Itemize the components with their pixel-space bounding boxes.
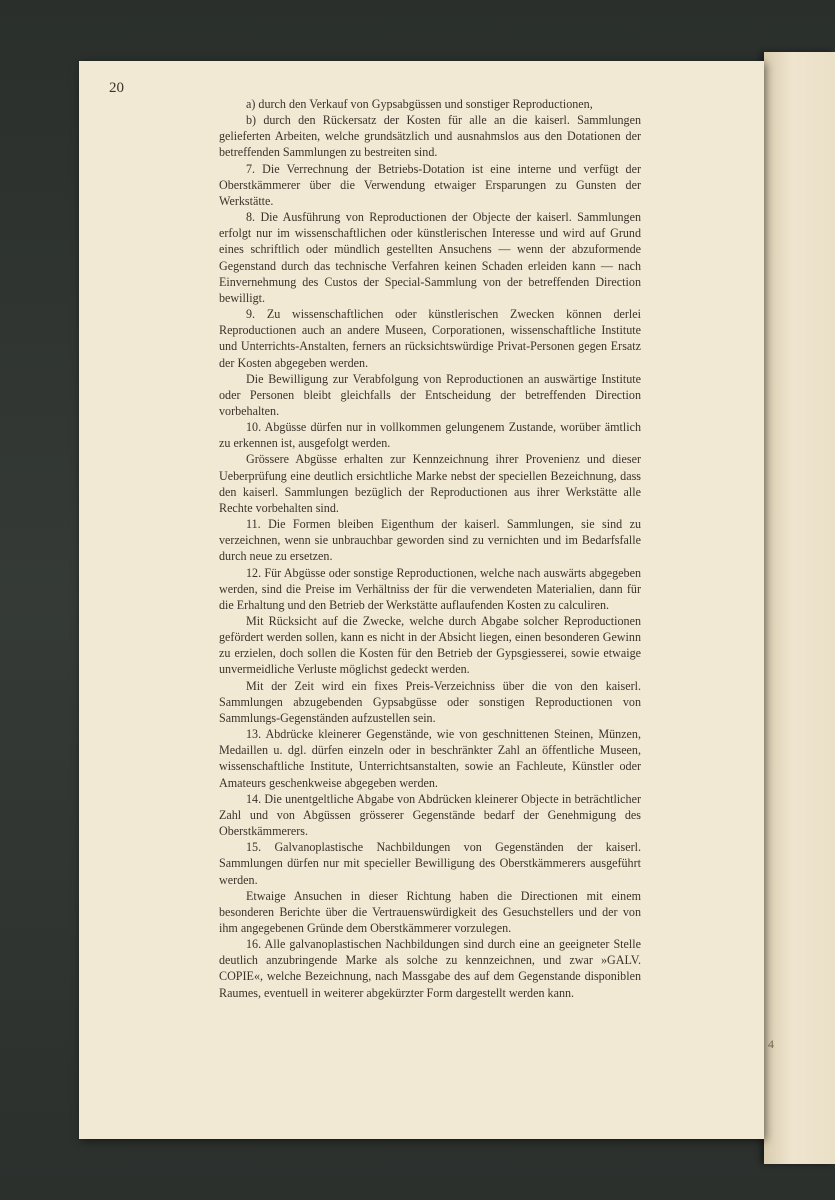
paragraph: 12. Für Abgüsse oder sonstige Reproductionen, welche nach auswärts abgegeben werden, sind die Preise im Verhältniss der für die verwendeten Materialien, dann für die Erhaltung und den Betrieb der Werkstätte auflaufenden Kosten zu calculiren. (219, 565, 641, 612)
paragraph: Etwaige Ansuchen in dieser Richtung haben die Directionen mit einem besonderen Berichte über die Vertrauenswürdigkeit des Gesuchstellers und der von ihm angegebenen Gründe dem Oberstkämmerer vorzulegen. (219, 888, 641, 935)
paragraph: 16. Alle galvanoplastischen Nachbildungen sind durch eine an geeigneter Stelle deutlich anzubringende Marke als solche zu kennzeichnen, und zwar »GALV. COPIE«, welche Bezeichnung, nach Massgabe des auf dem Gegenstande disponiblen Raumes, eventuell in weiterer abgekürzter Form dargestellt werden kann. (219, 937, 641, 1000)
paragraph: Grössere Abgüsse erhalten zur Kennzeichnung ihrer Provenienz und dieser Ueberprüfung eine deutlich ersichtliche Marke nebst der speciellen Bezeichnung, dass den kaiserl. Sammlungen bezüglich der Reproductionen aus ihrer Werkstätte alle Rechte vorbehalten sind. (219, 452, 641, 515)
paragraph: Die Bewilligung zur Verabfolgung von Reproductionen an auswärtige Institute oder Personen bleibt gleichfalls der Entscheidung der betreffenden Direction vorbehalten. (219, 371, 641, 418)
paragraph: 15. Galvanoplastische Nachbildungen von Gegenständen der kaiserl. Sammlungen dürfen nur mit specieller Bewilligung des Oberstkämmerers ausgeführt werden. (219, 840, 641, 887)
paragraph: Mit Rücksicht auf die Zwecke, welche durch Abgabe solcher Reproductionen gefördert werden sollen, kann es nicht in der Absicht liegen, einen besonderen Gewinn zu erzielen, doch sollen die Kosten für den Betrieb der Gypsgiesserei, sowie etwaige unvermeidliche Verluste möglichst gedeckt werden. (219, 614, 641, 677)
next-page-mark: 4 (768, 1037, 774, 1051)
paragraph: a) durch den Verkauf von Gypsabgüssen und sonstiger Reproductionen, (246, 97, 593, 111)
paragraph: 7. Die Verrechnung der Betriebs-Dotation ist eine interne und verfügt der Oberstkämmerer über die Verwendung etwaiger Ersparungen zu Gunsten der Werkstätte. (219, 161, 641, 208)
paragraph: b) durch den Rückersatz der Kosten für alle an die kaiserl. Sammlungen gelieferten Arbeiten, welche grundsätzlich und ausnahmslos aus den Dotationen der betreffenden Sammlungen zu bestreiten sind. (219, 113, 641, 160)
paragraph: 10. Abgüsse dürfen nur in vollkommen gelungenem Zustande, worüber ämtlich zu erkennen ist, ausgefolgt werden. (219, 420, 641, 451)
body-text (219, 96, 641, 1001)
paragraph: Mit der Zeit wird ein fixes Preis-Verzeichniss über die von den kaiserl. Sammlungen abzugebenden Gypsabgüsse oder sonstigen Reproductionen von Sammlungs-Gegenständen aufzustellen sein. (219, 678, 641, 725)
paragraph: 11. Die Formen bleiben Eigenthum der kaiserl. Sammlungen, sie sind zu verzeichnen, wenn sie unbrauchbar geworden sind zu vernichten und im Bedarfsfalle durch neue zu ersetzen. (219, 517, 641, 564)
paragraph: 13. Abdrücke kleinerer Gegenstände, wie von geschnittenen Steinen, Münzen, Medaillen u. dgl. dürfen einzeln oder in beschränkter Zahl an öffentliche Museen, wissenschaftliche Institute, Unterrichtsanstalten, sowie an Fachleute, Künstler oder Amateurs geschenkweise abgegeben werden. (219, 727, 641, 790)
paragraph: 14. Die unentgeltliche Abgabe von Abdrücken kleinerer Objecte in beträchtlicher Zahl und von Abgüssen grösserer Gegenstände bedarf der Genehmigung des Oberstkämmerers. (219, 791, 641, 839)
paragraph: 8. Die Ausführung von Reproductionen der Objecte der kaiserl. Sammlungen erfolgt nur im wissenschaftlichen oder künstlerischen Interesse und wird auf Grund eines schriftlich oder mündlich gestellten Ansuchens — wenn der abzuformende Gegenstand durch das technische Verfahren keinen Schaden erleiden kann — nach Einvernehmung des Custos der Special-Sammlung von der betreffenden Direction bewilligt. (219, 210, 641, 305)
paragraph: 9. Zu wissenschaftlichen oder künstlerischen Zwecken können derlei Reproductionen auch an andere Museen, Corporationen, wissenschaftliche Institute und Unterrichts-Anstalten, ferners an rücksichtswürdige Privat-Personen gegen Ersatz der Kosten abgegeben werden. (219, 307, 641, 370)
page-number: 20 (109, 80, 124, 96)
next-page-edge (764, 52, 835, 1164)
